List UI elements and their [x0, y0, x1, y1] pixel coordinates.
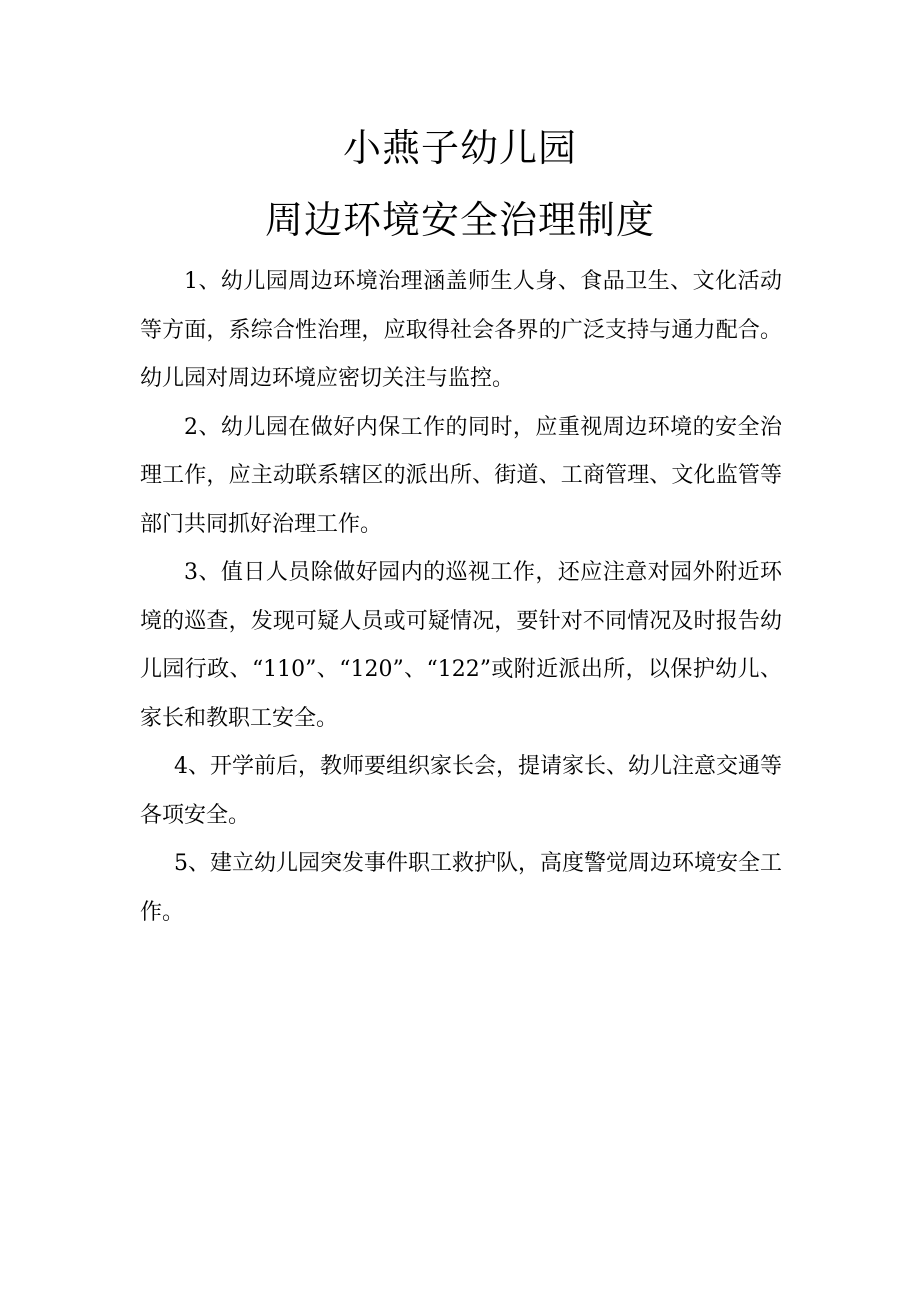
- paragraph-3: 3、值日人员除做好园内的巡视工作，还应注意对园外附近环境的巡查，发现可疑人员或可疑情况，要针对不同情况及时报告幼儿园行政、“110”、“120”、“122”或附近派出所，以保护幼儿、家长和教职工安全。: [140, 560, 782, 731]
- document-title-school: 小燕子幼儿园: [342, 126, 577, 170]
- paragraph-4: 4、开学前后，教师要组织家长会，提请家长、幼儿注意交通等各项安全。: [140, 754, 782, 828]
- paragraph-1: 1、幼儿园周边环境治理涵盖师生人身、食品卫生、文化活动等方面，系综合性治理，应取得社会各界的广泛支持与通力配合。幼儿园对周边环境应密切关注与监控。: [140, 269, 782, 391]
- document-body: [140, 258, 782, 937]
- document-title-policy: 周边环境安全治理制度: [264, 198, 655, 242]
- paragraph-5: 5、建立幼儿园突发事件职工救护队，高度警觉周边环境安全工作。: [140, 851, 782, 925]
- paragraph-2: 2、幼儿园在做好内保工作的同时，应重视周边环境的安全治理工作，应主动联系辖区的派出所、街道、工商管理、文化监管等部门共同抓好治理工作。: [140, 414, 782, 537]
